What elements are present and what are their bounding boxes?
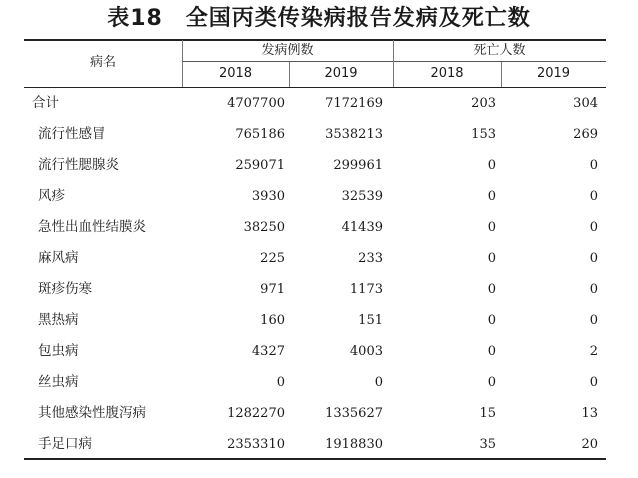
cases-2019: 1173 bbox=[349, 282, 383, 297]
cases-2018: 4707700 bbox=[227, 96, 285, 111]
cases-2018: 0 bbox=[276, 375, 285, 390]
deaths-2019: 0 bbox=[589, 375, 598, 390]
cases-2018: 4327 bbox=[251, 344, 285, 359]
deaths-2019: 304 bbox=[573, 96, 598, 111]
table-row bbox=[0, 274, 638, 305]
deaths-2019: 2 bbox=[589, 344, 598, 359]
cases-2019: 3538213 bbox=[325, 127, 383, 142]
cases-2019: 41439 bbox=[341, 220, 383, 235]
deaths-2019: 13 bbox=[581, 406, 598, 421]
deaths-2019: 0 bbox=[589, 189, 598, 204]
deaths-2019: 0 bbox=[589, 220, 598, 235]
header-disease: 病名 bbox=[89, 55, 116, 70]
disease-name: 急性出血性结膜炎 bbox=[38, 219, 146, 235]
header-deaths: 死亡人数 bbox=[473, 43, 526, 58]
deaths-2018: 0 bbox=[487, 344, 496, 359]
disease-name: 其他感染性腹泻病 bbox=[38, 405, 146, 421]
table-row bbox=[0, 181, 638, 212]
table-row bbox=[0, 150, 638, 181]
disease-name: 手足口病 bbox=[38, 436, 92, 452]
table-row bbox=[0, 88, 638, 119]
cases-2019: 1335627 bbox=[325, 406, 383, 421]
deaths-2018: 0 bbox=[487, 251, 496, 266]
cases-2019: 4003 bbox=[349, 344, 383, 359]
cases-2019: 0 bbox=[374, 375, 383, 390]
deaths-2019: 0 bbox=[589, 282, 598, 297]
cases-2019: 7172169 bbox=[325, 96, 383, 111]
disease-name: 合计 bbox=[32, 95, 59, 111]
deaths-2018: 0 bbox=[487, 313, 496, 328]
deaths-2018: 0 bbox=[487, 220, 496, 235]
table-row bbox=[0, 429, 638, 460]
deaths-2018: 15 bbox=[479, 406, 496, 421]
cases-2019: 233 bbox=[358, 251, 383, 266]
header-year: 2019 bbox=[536, 66, 571, 81]
header-year: 2018 bbox=[430, 66, 464, 81]
disease-name: 流行性感冒 bbox=[38, 126, 106, 142]
cases-2019: 299961 bbox=[333, 158, 383, 173]
table-row bbox=[0, 336, 638, 367]
deaths-2019: 0 bbox=[589, 313, 598, 328]
disease-name: 风疹 bbox=[38, 188, 65, 204]
deaths-2018: 0 bbox=[487, 158, 496, 173]
cases-2019: 32539 bbox=[341, 189, 383, 204]
deaths-2018: 35 bbox=[479, 437, 496, 452]
table-row bbox=[0, 398, 638, 429]
deaths-2018: 0 bbox=[487, 282, 496, 297]
deaths-2019: 269 bbox=[573, 127, 598, 142]
cases-2018: 259071 bbox=[235, 158, 285, 173]
table-title: 表18 全国丙类传染病报告发病及死亡数 bbox=[107, 6, 531, 31]
disease-name: 包虫病 bbox=[38, 343, 79, 359]
cases-2018: 38250 bbox=[243, 220, 285, 235]
deaths-2018: 153 bbox=[471, 127, 496, 142]
disease-name: 丝虫病 bbox=[38, 374, 79, 390]
cases-2019: 151 bbox=[358, 313, 383, 328]
cases-2018: 2353310 bbox=[227, 437, 285, 452]
deaths-2019: 20 bbox=[581, 437, 598, 452]
cases-2018: 3930 bbox=[251, 189, 285, 204]
disease-name: 流行性腮腺炎 bbox=[38, 157, 119, 173]
header-cases: 发病例数 bbox=[261, 43, 314, 58]
cases-2018: 160 bbox=[260, 313, 285, 328]
disease-name: 麻风病 bbox=[38, 250, 79, 266]
header-year: 2018 bbox=[218, 66, 253, 81]
deaths-2019: 0 bbox=[589, 251, 598, 266]
table-row bbox=[0, 243, 638, 274]
disease-name: 斑疹伤寒 bbox=[38, 281, 92, 297]
header-sub-rule bbox=[182, 61, 606, 62]
cases-2018: 225 bbox=[260, 251, 285, 266]
cases-2018: 765186 bbox=[235, 127, 285, 142]
cases-2018: 1282270 bbox=[227, 406, 285, 421]
cases-2018: 971 bbox=[260, 282, 285, 297]
deaths-2018: 203 bbox=[471, 96, 496, 111]
deaths-2019: 0 bbox=[589, 158, 598, 173]
table-row bbox=[0, 367, 638, 398]
disease-name: 黑热病 bbox=[38, 312, 79, 328]
table-row bbox=[0, 305, 638, 336]
table-row bbox=[0, 212, 638, 243]
deaths-2018: 0 bbox=[487, 375, 496, 390]
table-row bbox=[0, 119, 638, 150]
cases-2019: 1918830 bbox=[325, 437, 383, 452]
deaths-2018: 0 bbox=[487, 189, 496, 204]
header-year: 2019 bbox=[324, 66, 358, 81]
